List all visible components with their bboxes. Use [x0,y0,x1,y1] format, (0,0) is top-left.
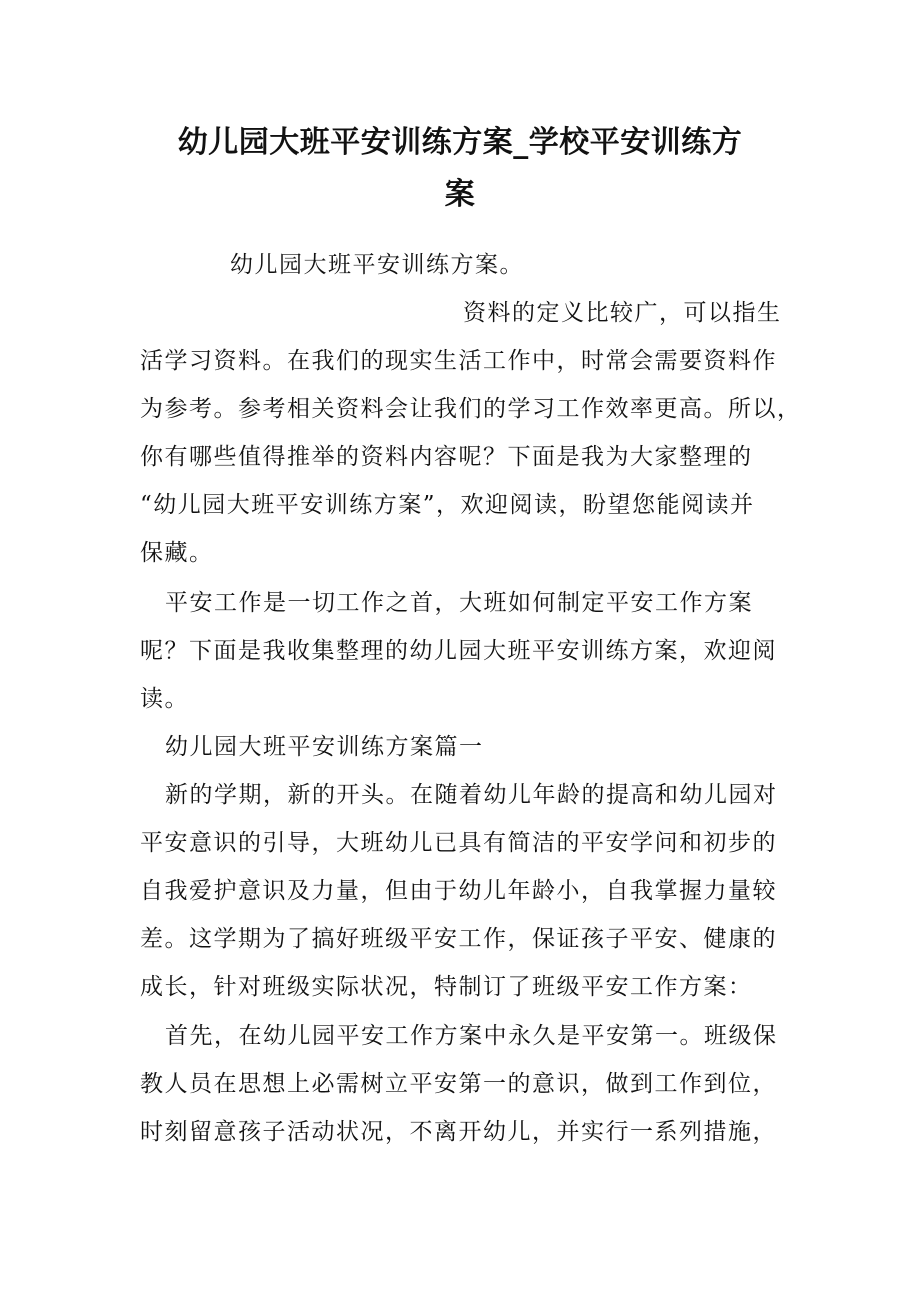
text-line: 活学习资料。在我们的现实生活工作中，时常会需要资料作 [140,348,777,374]
paragraph-4 [140,1012,785,1156]
text-line: 平安工作是一切工作之首，大班如何制定平安工作方案 [165,590,753,616]
paragraph-2 [140,579,785,723]
paragraph-3 [140,771,785,1011]
section-heading-text: 幼儿园大班平安训练方案篇一 [165,734,484,760]
text-line: 首先，在幼儿园平安工作方案中永久是平安第一。班级保 [165,1023,778,1049]
text-line: 新的学期，新的开头。在随着幼儿年龄的提高和幼儿园对 [165,782,778,808]
text-line: 教人员在思想上必需树立平安第一的意识，做到工作到位， [140,1071,777,1097]
text-line: 为参考。参考相关资料会让我们的学习工作效率更高。所以， [140,396,802,422]
text-line: 保藏。 [140,540,214,566]
text-line: 资料的定义比较广，可以指生 [463,300,782,326]
text-line: 你有哪些值得推举的资料内容呢？下面是我为大家整理的 [140,444,753,470]
text-line: 成长，针对班级实际状况，特制订了班级平安工作方案： [140,974,753,1000]
document-title [120,117,800,221]
text-line: 时刻留意孩子活动状况，不离开幼儿，并实行一系列措施， [140,1119,777,1145]
text-line: 自我爱护意识及力量，但由于幼儿年龄小，自我掌握力量较 [140,878,777,904]
intro-paragraph [140,289,802,577]
subtitle-paragraph [230,241,875,289]
title-line-1: 幼儿园大班平安训练方案_学校平安训练方 [177,125,743,160]
text-line: 差。这学期为了搞好班级平安工作，保证孩子平安、健康的 [140,926,777,952]
section-heading [140,723,785,771]
subtitle-text: 幼儿园大班平安训练方案。 [230,252,524,278]
text-line: 呢？下面是我收集整理的幼儿园大班平安训练方案，欢迎阅 [140,638,777,664]
text-line: 平安意识的引导，大班幼儿已具有简洁的平安学问和初步的 [140,830,777,856]
text-line: “幼儿园大班平安训练方案”，欢迎阅读，盼望您能阅读并 [140,492,755,518]
text-line: 读。 [140,686,189,712]
title-line-2: 案 [444,177,476,212]
